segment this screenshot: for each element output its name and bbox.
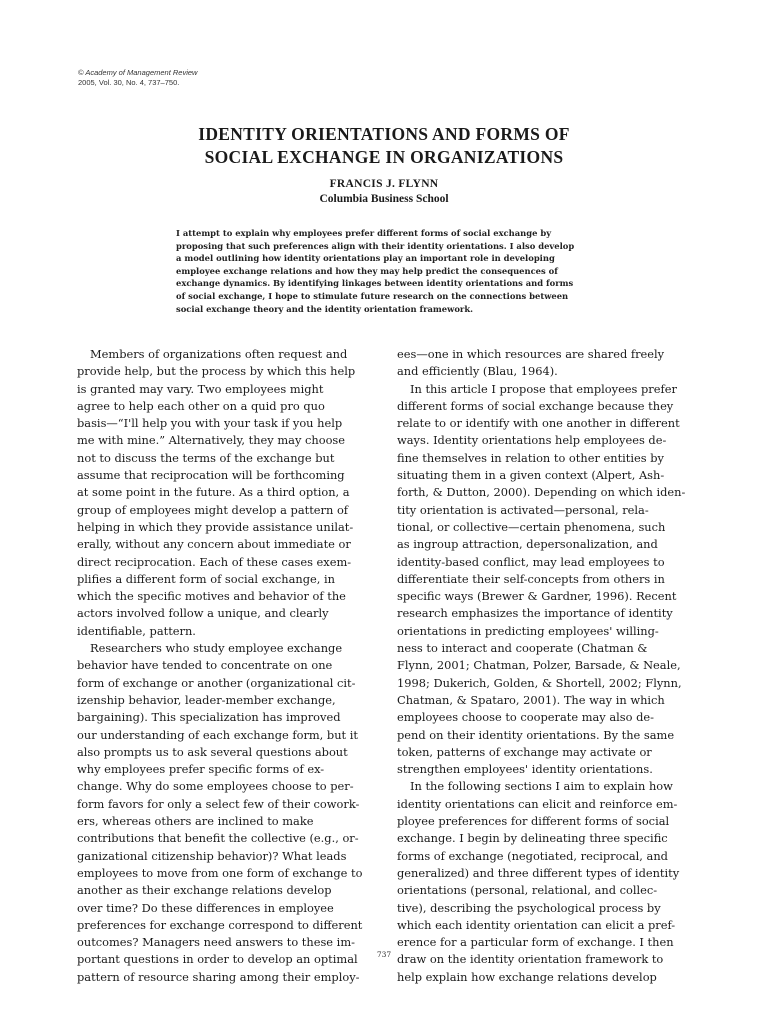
body-line: our understanding of each exchange form, but it (77, 727, 358, 742)
body-line: actors involved follow a unique, and clearly (77, 606, 329, 621)
body-line: is granted may vary. Two employees might (77, 381, 324, 396)
abstract-line: of social exchange, I hope to stimulate future research on the connections between (176, 290, 569, 301)
abstract-line: employee exchange relations and how they may help predict the consequences of (176, 265, 558, 276)
body-line: relate to or identify with one another in different (397, 416, 680, 431)
body-line: over time? Do these differences in employee (77, 900, 334, 915)
body-line: provide help, but the process by which this help (77, 364, 356, 379)
body-line: strengthen employees' identity orientations. (397, 762, 653, 777)
body-line: Researchers who study employee exchange (90, 641, 343, 656)
body-line: outcomes? Managers need answers to these im- (77, 935, 355, 950)
body-line: erence for a particular form of exchange. I then (397, 935, 674, 950)
body-line: another as their exchange relations develop (77, 883, 332, 898)
body-line: group of employees might develop a pattern of (77, 502, 349, 517)
abstract (176, 227, 596, 315)
body-line: not to discuss the terms of the exchange but (77, 450, 335, 465)
body-line: as ingroup attraction, depersonalization, and (397, 537, 658, 552)
body-line: pend on their identity orientations. By the same (397, 727, 675, 742)
body-line: which each identity orientation can elicit a pref- (397, 917, 676, 932)
journal-name: © Academy of Management Review (78, 68, 198, 77)
body-line: specific ways (Brewer & Gardner, 1996). Recent (397, 589, 677, 604)
page-number: 737 (376, 950, 392, 959)
abstract-line: I attempt to explain why employees prefer different forms of social exchange by (176, 228, 552, 238)
body-line: me with mine.” Alternatively, they may choose (77, 433, 346, 448)
body-line: portant questions in order to develop an optimal (77, 952, 358, 967)
body-line: identity orientations can elicit and reinforce em- (397, 796, 678, 811)
body-line: plifies a different form of social exchange, in (77, 571, 335, 586)
body-line: exchange. I begin by delineating three specific (397, 831, 668, 846)
body-line: forth, & Dutton, 2000). Depending on which iden- (397, 485, 686, 500)
article-title (60, 123, 708, 169)
body-line: ganizational citizenship behavior)? What leads (77, 848, 347, 863)
body-line: helping in which they provide assistance unilat- (77, 519, 354, 534)
body-line: why employees prefer specific forms of ex- (77, 762, 325, 777)
body-line: identity-based conflict, may lead employees to (397, 554, 665, 569)
body-line: draw on the identity orientation framework to (397, 952, 664, 967)
body-line: ers, whereas others are inclined to make (77, 814, 314, 829)
body-line: employees to move from one form of exchange to (77, 865, 363, 880)
body-line: Flynn, 2001; Chatman, Polzer, Barsade, & Neale, (397, 658, 681, 673)
body-line: situating them in a given context (Alpert, Ash- (397, 468, 665, 483)
body-line: basis—“I'll help you with your task if you help (77, 416, 343, 431)
body-line: orientations (personal, relational, and collec- (397, 883, 658, 898)
abstract-line: a model outlining how identity orientations play an important role in developing (176, 253, 555, 264)
body-line: forms of exchange (negotiated, reciprocal, and (397, 848, 668, 863)
body-line: different forms of social exchange because they (397, 398, 674, 413)
body-line: tional, or collective—certain phenomena, such (397, 519, 666, 534)
article-title-line: IDENTITY ORIENTATIONS AND FORMS OF (198, 124, 570, 144)
body-line: identifiable, pattern. (77, 623, 196, 638)
article-title-line: SOCIAL EXCHANGE IN ORGANIZATIONS (204, 147, 564, 167)
author-affiliation: Columbia Business School (319, 193, 449, 205)
body-line: In this article I propose that employees prefer (410, 381, 677, 396)
body-line: at some point in the future. As a third option, a (77, 485, 350, 500)
body-line: izenship behavior, leader-member exchange, (77, 692, 336, 707)
body-line: 1998; Dukerich, Golden, & Shortell, 2002; Flynn, (397, 675, 682, 690)
body-line: bargaining). This specialization has improved (77, 710, 341, 725)
body-line: direct reciprocation. Each of these cases exem- (77, 554, 352, 569)
body-line: ployee preferences for different forms of social (397, 814, 670, 829)
body-line: preferences for exchange correspond to different (77, 917, 363, 932)
body-line: ways. Identity orientations help employees de- (397, 433, 667, 448)
body-line: generalized) and three different types of identity (397, 865, 680, 880)
journal-issue: 2005, Vol. 30, No. 4, 737–750. (78, 78, 180, 87)
body-line: change. Why do some employees choose to per- (77, 779, 354, 794)
body-line: tive), describing the psychological process by (397, 900, 661, 915)
body-column-right (397, 346, 697, 986)
author-name: FRANCIS J. FLYNN (329, 178, 439, 190)
body-line: erally, without any concern about immediate or (77, 537, 351, 552)
body-line: ness to interact and cooperate (Chatman & (397, 641, 648, 656)
body-line: which the specific motives and behavior of the (77, 589, 346, 604)
body-line: and efficiently (Blau, 1964). (397, 364, 558, 379)
body-line: agree to help each other on a quid pro quo (77, 398, 325, 413)
body-line: form favors for only a select few of their cowork- (77, 796, 360, 811)
body-line: Chatman, & Spataro, 2001). The way in which (397, 692, 665, 707)
body-line: tity orientation is activated—personal, rela- (397, 502, 649, 517)
body-line: token, patterns of exchange may activate or (397, 744, 652, 759)
body-line: assume that reciprocation will be forthcoming (77, 468, 345, 483)
body-line: employees choose to cooperate may also de- (397, 710, 655, 725)
body-line: contributions that benefit the collective (e.g., or- (77, 831, 359, 846)
body-line: fine themselves in relation to other entities by (397, 450, 664, 465)
abstract-line: social exchange theory and the identity orientation framework. (176, 303, 474, 314)
body-line: orientations in predicting employees' willing- (397, 623, 659, 638)
body-line: Members of organizations often request and (90, 347, 348, 361)
body-line: pattern of resource sharing among their employ- (77, 969, 360, 984)
body-column-left (77, 346, 377, 986)
body-line: behavior have tended to concentrate on one (77, 658, 333, 673)
abstract-line: exchange dynamics. By identifying linkages between identity orientations and forms (176, 278, 574, 289)
body-line: help explain how exchange relations develop (397, 969, 657, 984)
body-line: research emphasizes the importance of identity (397, 606, 673, 621)
body-line: also prompts us to ask several questions about (77, 744, 348, 759)
body-line: ees—one in which resources are shared freely (397, 347, 665, 361)
abstract-line: proposing that such preferences align with their identity orientations. I also develop (176, 240, 575, 251)
body-line: form of exchange or another (organizational cit- (77, 675, 356, 690)
body-line: In the following sections I aim to explain how (410, 779, 673, 794)
body-line: differentiate their self-concepts from others in (397, 571, 665, 586)
